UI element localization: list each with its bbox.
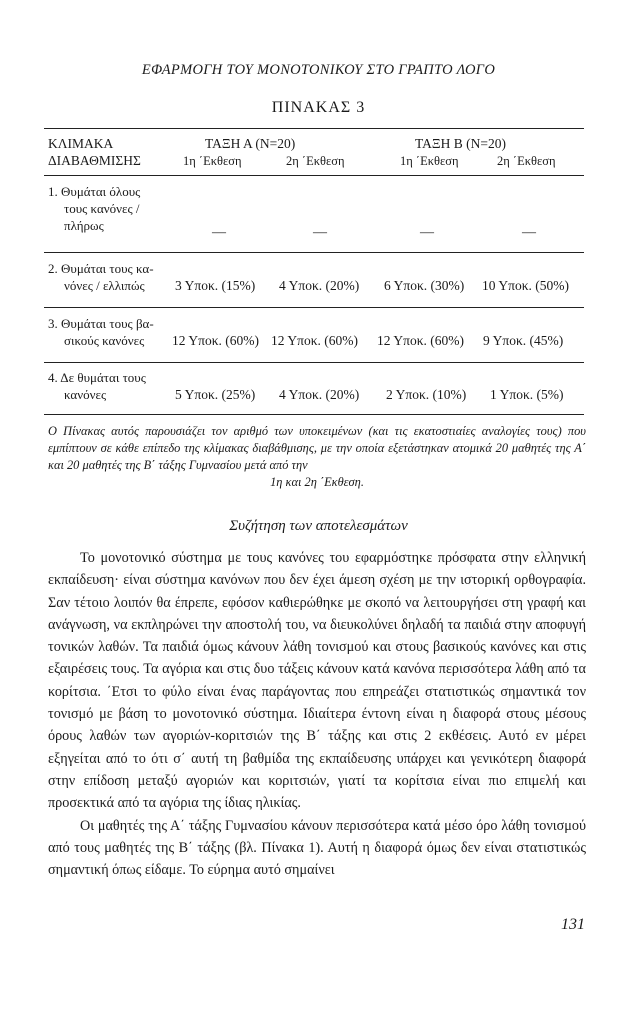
row-2-label: 2. Θυμάται τους κα- νόνες / ελλιπώς (48, 261, 154, 293)
row-2-value-a1: 3 Υποκ. (15%) (175, 278, 256, 293)
row-3-value-a1: 12 Υποκ. (60%) (172, 333, 259, 348)
row-3-rule (44, 362, 584, 363)
header-group-b: ΤΑΞΗ Β (N=20) (415, 136, 506, 151)
row-3-value-a2: 12 Υποκ. (60%) (271, 333, 358, 348)
table-bottom-rule (44, 414, 584, 415)
header-sub-a2: 2η ΄Εκθεση (286, 154, 345, 168)
section-heading: Συζήτηση των αποτελεσμάτων (229, 518, 408, 534)
header-scale-label-1: ΚΛΙΜΑΚΑ (48, 136, 114, 151)
header-rule (44, 175, 584, 176)
row-4-value-b2: 1 Υποκ. (5%) (490, 387, 564, 402)
row-2-value-b2: 10 Υποκ. (50%) (482, 278, 569, 293)
table-title: ΠΙΝΑΚΑΣ 3 (271, 99, 366, 116)
row-1-value-b2: — (522, 225, 536, 240)
row-3-label: 3. Θυμάται τους βα- σικούς κανόνες (48, 316, 154, 348)
running-head: ΕΦΑΡΜΟΓΗ ΤΟΥ ΜΟΝΟΤΟΝΙΚΟΥ ΣΤΟ ΓΡΑΠΤΟ ΛΟΓΟ (141, 62, 496, 78)
row-3-value-b1: 12 Υποκ. (60%) (377, 333, 464, 348)
row-1-value-b1: — (420, 225, 434, 240)
paragraph: Οι μαθητές της Α΄ τάξης Γυμνασίου κάνουν περισσότερα κατά μέσο όρο λάθη τονισμού από τους μαθητές της Β΄ τάξης (βλ. Πίνακα 1). Αυτή η διαφορά όμως δεν είναι στατιστικώς σημαντική όπως είδαμε. Το εύρημα αυτό σημαίνει (48, 817, 586, 879)
header-sub-b1: 1η ΄Εκθεση (400, 154, 459, 168)
page-number: 131 (561, 916, 585, 933)
row-1-rule (44, 252, 584, 253)
row-1-value-a1: — (212, 225, 226, 240)
row-1-label: 1. Θυμάται όλους τους κανόνες / πλήρως (48, 184, 141, 233)
paragraph: Το μονοτονικό σύστημα με τους κανόνες του εφαρμόστηκε πρόσφατα στην ελληνική εκπαίδευση· είναι σύστημα κανόνων που δεν έχει άμεση σχέση με την ιστορική ορθογραφία. Σαν τέτοιο λοιπόν θα έπρεπε, εφόσον καθιερώθηκε με σκοπό να λειτουργήσει στη γραφή και ανάγνωση, να εκπληρώνει την αποστολή του, να διευκολύνει δηλαδή τα παιδιά στην αποφυγή τονικών λαθών. Τα παιδιά όμως κάνουν λάθη τονισμού και στους βασικούς κανόνες και στις εξαιρέσεις τους. Τα αγόρια και στις δυο τάξεις κάνουν κατά κανόνα περισσότερα λάθη από τα κορίτσια. ΄Ετσι το φύλο είναι ένας παράγοντας που επηρεάζει στατιστικώς σημαντικά τον τονισμό με βάση το μονοτονικό σύστημα. Ιδιαίτερα έντονη είναι η διαφορά στους μέσους όρους λαθών των αγοριών-κοριτσιών της Β΄ τάξης και στις 2 εκθέσεις. Αυτό εν μέρει εξηγείται από το ότι σ΄ αυτή τη βαθμίδα της εκπαίδευσης υπάρχει και γενικότερη διαφορά στην επίδοση μεταξύ αγοριών και κοριτσιών, γιατί τα κορίτσια είναι πιο επιμελή και προσεκτικά από τα αγόρια της ίδιας ηλικίας. (48, 550, 586, 812)
row-4-value-a1: 5 Υποκ. (25%) (175, 387, 256, 402)
header-sub-a1: 1η ΄Εκθεση (183, 154, 242, 168)
table-caption: Ο Πίνακας αυτός παρουσιάζει τον αριθμό των υποκειμένων (και τις εκατοστιαίες αναλογίες τους) που εμπίπτουν σε κάθε επίπεδο της κλίμακας διαβάθμισης, με την οποία εξετάστηκαν ατομικά 20 μαθητές της Α΄ και 20 μαθητές της Β΄ τάξης Γυμνασίου μετά από την 1η και 2η ΄Εκθεση. (48, 424, 586, 489)
row-4-value-b1: 2 Υποκ. (10%) (386, 387, 467, 402)
row-2-value-a2: 4 Υποκ. (20%) (279, 278, 360, 293)
header-sub-b2: 2η ΄Εκθεση (497, 154, 556, 168)
header-scale-label-2: ΔΙΑΒΑΘΜΙΣΗΣ (48, 153, 141, 168)
header-group-a: ΤΑΞΗ Α (N=20) (205, 136, 296, 151)
body-text (48, 547, 586, 881)
row-2-rule (44, 307, 584, 308)
row-4-value-a2: 4 Υποκ. (20%) (279, 387, 360, 402)
row-3-value-b2: 9 Υποκ. (45%) (483, 333, 564, 348)
row-4-label: 4. Δε θυμάται τους κανόνες (48, 370, 146, 402)
row-2-value-b1: 6 Υποκ. (30%) (384, 278, 465, 293)
table-top-rule (44, 128, 584, 129)
row-1-value-a2: — (313, 225, 327, 240)
